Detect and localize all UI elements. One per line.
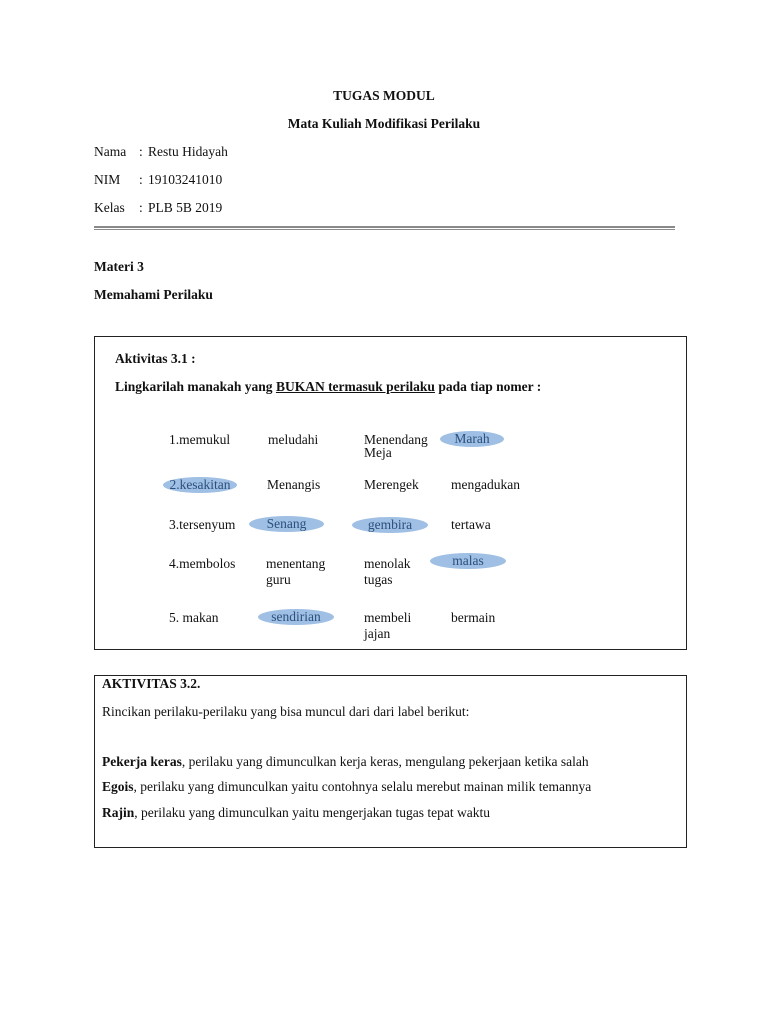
row1-col3: Menendang <box>364 432 428 447</box>
class-separator: : <box>139 200 143 215</box>
item-text: , perilaku yang dimunculkan kerja keras, mengulang pekerjaan ketika salah <box>181 754 589 769</box>
row2-col3: Merengek <box>364 477 419 492</box>
row4-col2: menentang <box>266 556 326 571</box>
row2-col2: Menangis <box>267 477 321 492</box>
row2-col4: mengadukan <box>451 477 520 492</box>
row1-col4-circled[interactable]: Marah <box>440 431 504 447</box>
name-value: Restu Hidayah <box>148 144 228 159</box>
nim-label: NIM <box>94 172 121 187</box>
row3-col3-circled[interactable]: gembira <box>352 517 428 533</box>
row3-col4: tertawa <box>451 517 491 532</box>
row4-col4-circled[interactable]: malas <box>430 553 506 569</box>
divider-line <box>94 226 675 228</box>
row4-col2-line2: guru <box>266 572 291 587</box>
nim-separator: : <box>139 172 143 187</box>
name-separator: : <box>139 144 143 159</box>
row4-col1: 4.membolos <box>169 556 236 571</box>
class-value: PLB 5B 2019 <box>148 200 223 215</box>
nim-value: 19103241010 <box>148 172 223 187</box>
row2-col1-circled[interactable]: 2.kesakitan <box>163 477 237 493</box>
item-label: Pekerja keras <box>102 754 182 769</box>
row5-col3-line2: jajan <box>364 626 391 641</box>
activity-2-title: AKTIVITAS 3.2. <box>102 676 201 691</box>
row3-col2-circled[interactable]: Senang <box>249 516 324 532</box>
activity-1-instruction <box>115 379 541 395</box>
materi-heading: Materi 3 <box>94 259 144 274</box>
row1-col2: meludahi <box>268 432 319 447</box>
item-egois <box>102 779 591 795</box>
instruction-text-end: pada tiap nomer : <box>434 379 542 394</box>
item-text: , perilaku yang dimunculkan yaitu mengerjakan tugas tepat waktu <box>134 805 491 820</box>
item-pekerja-keras <box>102 754 589 770</box>
item-text: , perilaku yang dimunculkan yaitu contohnya selalu merebut mainan milik temannya <box>133 779 592 794</box>
instruction-text: Lingkarilah manakah yang <box>115 379 276 394</box>
row3-col1: 3.tersenyum <box>169 517 236 532</box>
row5-col2-circled[interactable]: sendirian <box>258 609 334 625</box>
row5-col3: membeli <box>364 610 412 625</box>
topic-heading: Memahami Perilaku <box>94 287 213 302</box>
row1-col3-line2: Meja <box>364 445 392 460</box>
row4-col3: menolak <box>364 556 411 571</box>
divider-line-thin <box>94 229 675 230</box>
item-label: Rajin <box>102 805 135 820</box>
class-label: Kelas <box>94 200 125 215</box>
name-label: Nama <box>94 144 127 159</box>
activity-1-title: Aktivitas 3.1 : <box>115 351 196 366</box>
instruction-underlined: BUKAN termasuk perilaku <box>275 379 435 394</box>
row5-col4: bermain <box>451 610 496 625</box>
document-title: TUGAS MODUL <box>333 88 435 103</box>
row1-col1: 1.memukul <box>169 432 231 447</box>
activity-2-intro: Rincikan perilaku-perilaku yang bisa muncul dari dari label berikut: <box>102 704 470 719</box>
row5-col1: 5. makan <box>169 610 219 625</box>
item-rajin <box>102 805 490 821</box>
course-title: Mata Kuliah Modifikasi Perilaku <box>287 116 481 131</box>
row4-col3-line2: tugas <box>364 572 393 587</box>
item-label: Egois <box>102 779 134 794</box>
